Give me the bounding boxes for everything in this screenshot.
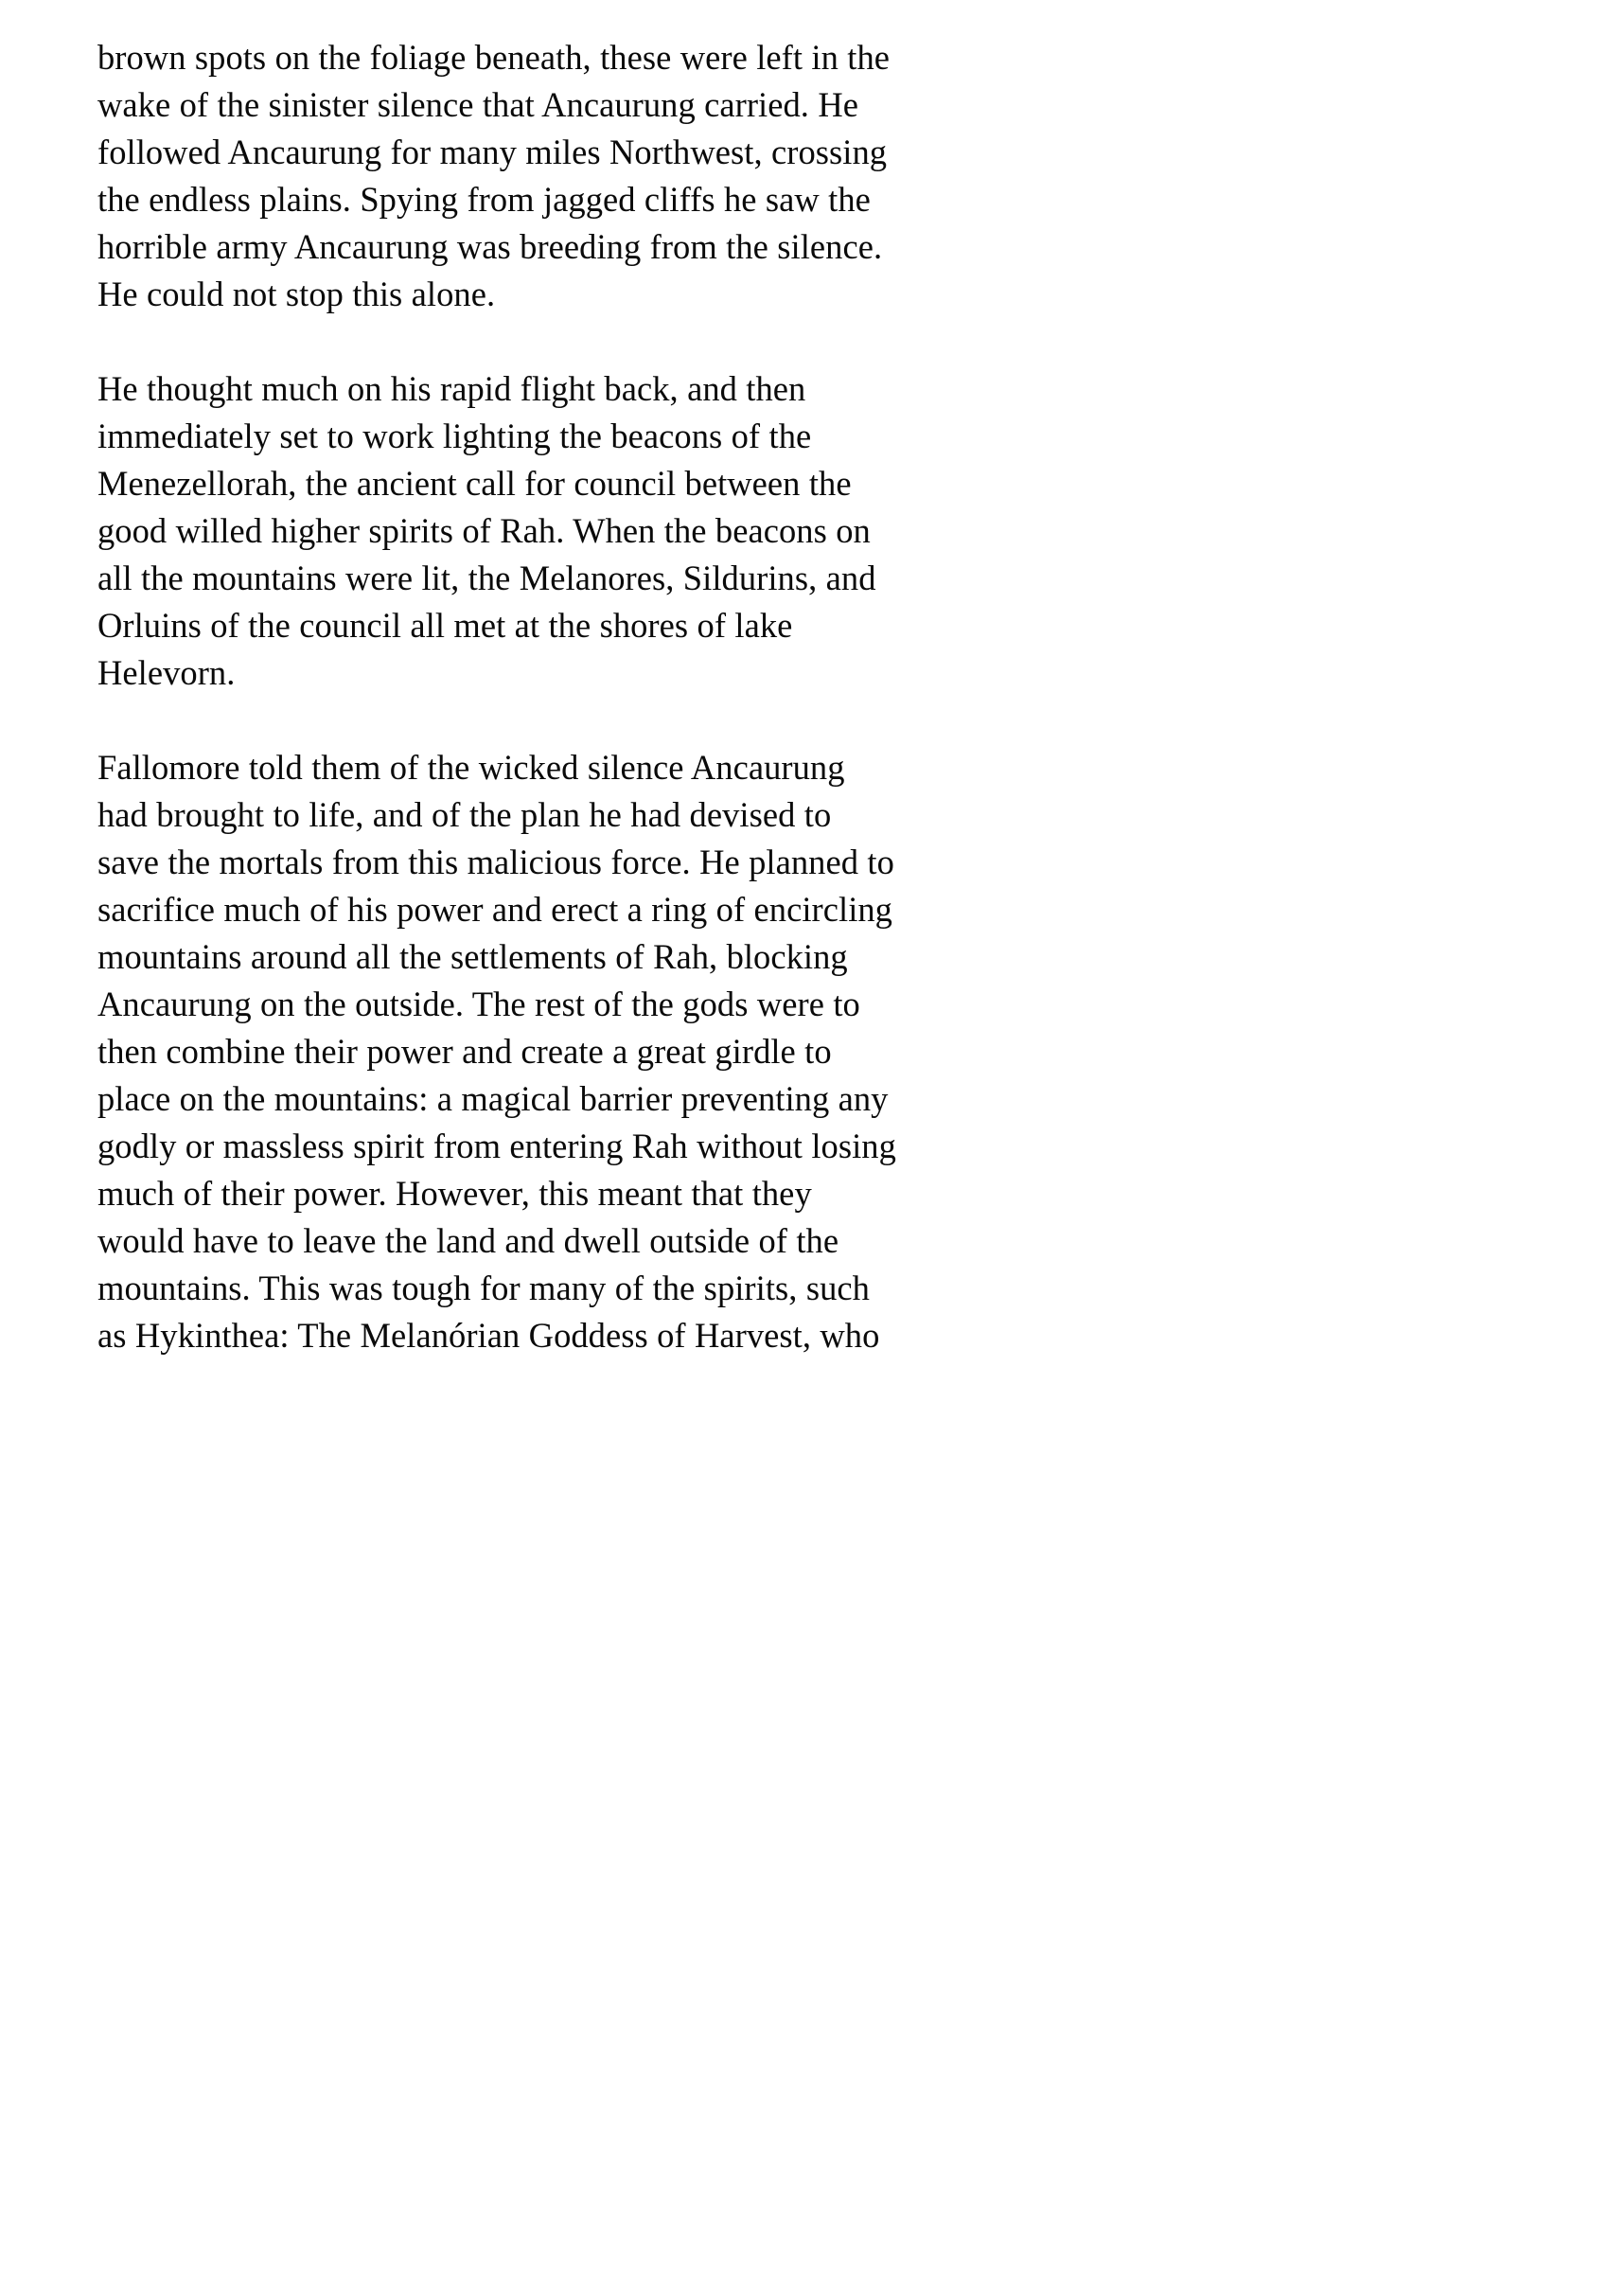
- text-line: Helevorn.: [97, 653, 236, 692]
- text-line: would have to leave the land and dwell outside of the: [97, 1221, 839, 1260]
- text-line: followed Ancaurung for many miles Northwest, crossing: [97, 133, 888, 171]
- text-line: Fallomore told them of the wicked silence Ancaurung: [97, 748, 845, 787]
- text-line: place on the mountains: a magical barrier preventing any: [97, 1079, 889, 1118]
- text-line: godly or massless spirit from entering Rah without losing: [97, 1127, 896, 1165]
- paragraph-3: [97, 744, 923, 1359]
- text-line: He thought much on his rapid flight back, and then: [97, 369, 806, 408]
- text-line: had brought to life, and of the plan he had devised to: [97, 795, 832, 834]
- text-line: mountains around all the settlements of Rah, blocking: [97, 937, 848, 976]
- text-line: all the mountains were lit, the Melanores, Sildurins, and: [97, 559, 876, 597]
- text-line: brown spots on the foliage beneath, these were left in the: [97, 38, 891, 77]
- paragraph-1: [97, 34, 923, 318]
- text-line: good willed higher spirits of Rah. When the beacons on: [97, 511, 871, 550]
- text-line: then combine their power and create a great girdle to: [97, 1032, 832, 1071]
- text-line: as Hykinthea: The Melanórian Goddess of Harvest, who: [97, 1316, 880, 1355]
- text-line: horrible army Ancaurung was breeding from the silence.: [97, 227, 883, 266]
- text-line: mountains. This was tough for many of the spirits, such: [97, 1269, 870, 1307]
- text-line: He could not stop this alone.: [97, 275, 496, 313]
- text-line: sacrifice much of his power and erect a ring of encircling: [97, 890, 892, 929]
- text-line: the endless plains. Spying from jagged cliffs he saw the: [97, 180, 871, 219]
- paragraph-2: [97, 365, 923, 697]
- text-line: immediately set to work lighting the beacons of the: [97, 417, 812, 455]
- text-line: wake of the sinister silence that Ancaurung carried. He: [97, 85, 858, 124]
- text-line: much of their power. However, this meant that they: [97, 1174, 812, 1213]
- text-line: save the mortals from this malicious force. He planned to: [97, 843, 894, 881]
- text-column: [97, 34, 923, 1359]
- text-line: Ancaurung on the outside. The rest of the gods were to: [97, 985, 860, 1023]
- text-line: Menezellorah, the ancient call for council between the: [97, 464, 852, 503]
- text-line: Orluins of the council all met at the shores of lake: [97, 606, 793, 645]
